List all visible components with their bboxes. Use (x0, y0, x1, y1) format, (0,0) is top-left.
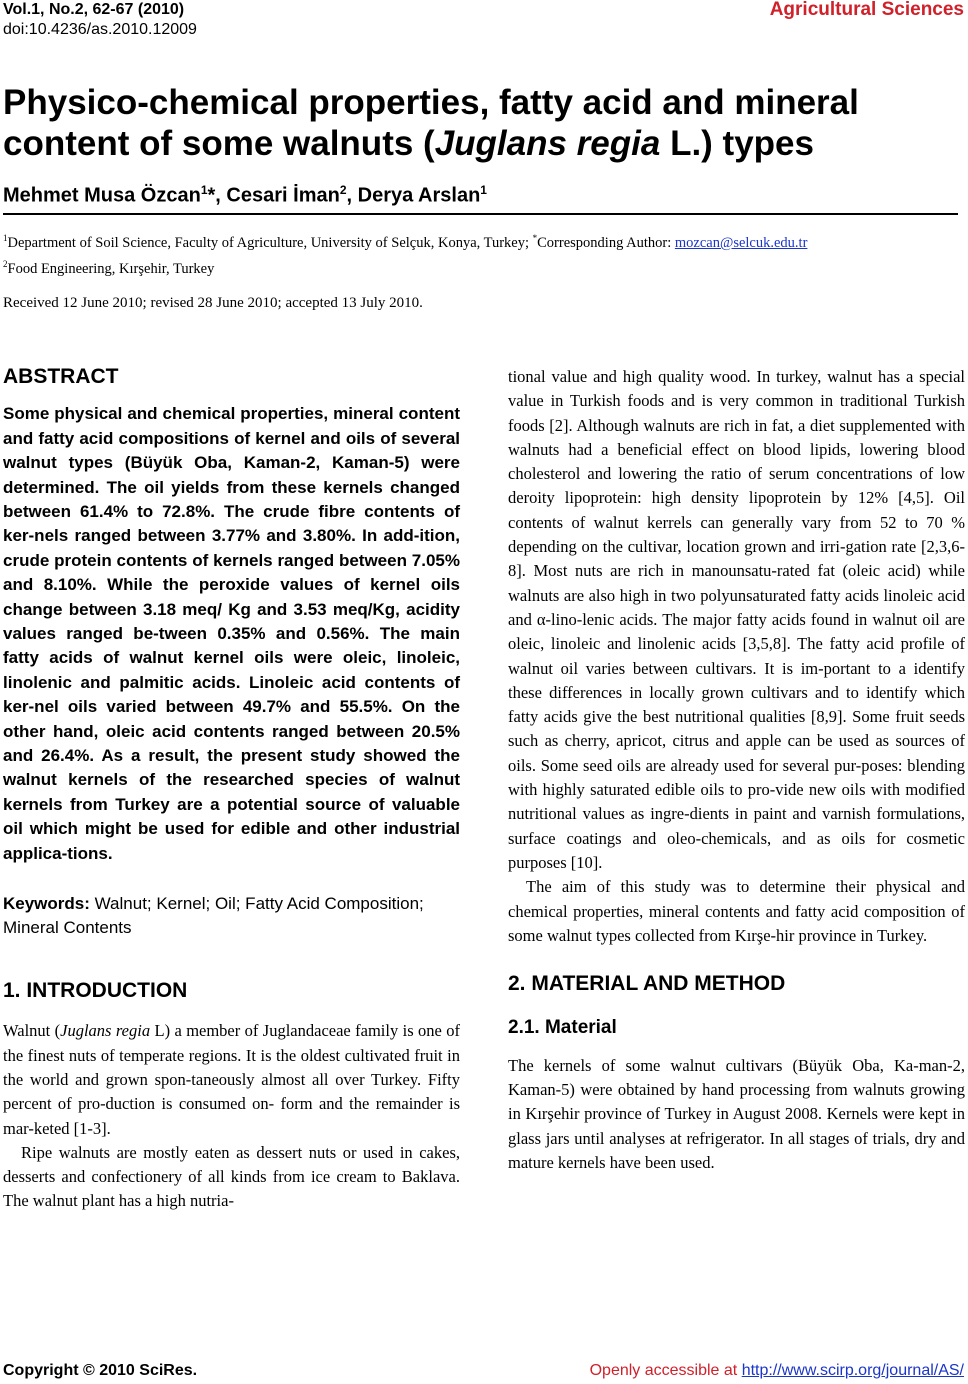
author-separator: , (346, 184, 358, 207)
author-affil-mark: 1 (480, 183, 487, 197)
abstract-body: Some physical and chemical properties, mineral content and fatty acid compositions of kernel and oils of several walnut types (Büyük Oba, Kaman-2, Kaman-5) were determined. The oil yields from these kernels changed between 61.4% to 72.8%. The crude fibre contents of ker-nels ranged between 3.77% and 3.80%. In add-ition, crude protein contents of kernels ranged between 7.05% and 8.10%. While the peroxide values of kernel oils change between 3.18 meq/ Kg and 3.53 meq/Kg, acidity values ranged be-tween 0.35% and 0.56%. The main fatty acids of walnut kernel oils were oleic, linoleic, linolenic and palmitic acids. Linoleic acid contents of ker-nel oils varied between 49.7% and 55.5%. On the other hand, oleic acid contents ranged between 20.5% and 26.4%. As a result, the present study showed the walnut kernels of the researched species of walnut kernels from Turkey are a potential source of valuable oil which might be used for edible and other industrial applica-tions. (3, 404, 460, 863)
methods-heading: 2. MATERIAL AND METHOD (508, 972, 786, 996)
author-name: Derya Arslan (357, 184, 481, 207)
title-text: Physico-chemical properties, fatty acid and mineral content of some walnuts ( (3, 83, 859, 163)
affiliations (3, 228, 965, 280)
journal-header (3, 0, 197, 40)
para-text: L) a member of Juglandaceae family is one of the finest nuts of temperate regions. It is the oldest cultivated fruit in the world and grown spon-taneously almost all over Turkey. Fifty percent of pro-duction is consumed on- form and the remainder is mar-keted [1-3]. (3, 1021, 460, 1138)
intro-paragraph-1 (3, 1019, 460, 1140)
journal-name: Agricultural Sciences (769, 0, 964, 20)
keywords-label: Keywords: (3, 894, 90, 914)
para-text: Walnut ( (3, 1021, 61, 1041)
open-access-note (590, 1362, 964, 1380)
para-italic: Juglans regia (60, 1021, 151, 1041)
author-name: Mehmet Musa Özcan (3, 184, 201, 207)
affil-mark: 2 (3, 258, 8, 269)
received-dates: Received 12 June 2010; revised 28 June 2010; accepted 13 July 2010. (3, 295, 423, 311)
affiliation-2 (3, 254, 965, 280)
corresponding-label: Corresponding Author: (537, 234, 675, 251)
author-affil-mark: 1 (200, 183, 208, 197)
volume-info: Vol.1, No.2, 62-67 (2010) (3, 1, 185, 18)
journal-url-link[interactable]: http://www.scirp.org/journal/AS/ (741, 1362, 964, 1379)
left-column (3, 365, 460, 1214)
abstract-heading: ABSTRACT (3, 365, 119, 388)
keywords (3, 892, 460, 940)
keywords-list: Walnut; Kernel; Oil; Fatty Acid Composition; Mineral Contents (3, 894, 424, 938)
corresponding-mark: * (532, 233, 538, 243)
author-affil-mark: 2 (339, 183, 347, 197)
author-list (3, 183, 487, 208)
doi: doi:10.4236/as.2010.12009 (3, 21, 197, 38)
access-text: Openly accessible at (589, 1362, 742, 1379)
paper-title (3, 82, 953, 164)
intro-heading: 1. INTRODUCTION (3, 979, 188, 1003)
intro-paragraph-2: Ripe walnuts are mostly eaten as dessert nuts or used in cakes, desserts and confectionery of all kinds from ice cream to Baklava. The walnut plant has a high nutria- (3, 1142, 460, 1211)
affil-mark: 1 (3, 233, 8, 243)
material-subheading: 2.1. Material (508, 1017, 617, 1039)
title-divider (3, 213, 958, 215)
affil-text: Department of Soil Science, Faculty of Agriculture, University of Selçuk, Konya, Turkey; (7, 234, 533, 251)
corresponding-email-link[interactable]: mozcan@selcuk.edu.tr (674, 234, 808, 251)
affiliation-1 (3, 228, 965, 254)
title-italic: Juglans regia (434, 124, 661, 163)
affil-text: Food Engineering, Kırşehir, Turkey (7, 260, 215, 277)
intro-paragraph-4: The aim of this study was to determine their physical and chemical properties, mineral contents and fatty acid composition of some walnut types collected from Kırşe-hir province in Turkey. (508, 877, 965, 945)
intro-paragraph-3: tional value and high quality wood. In turkey, walnut has a special value in Turkish foods and is very common in traditional Turkish foods [2]. Although walnuts are rich in fat, a diet supplemented with walnuts had a beneficial effect on blood lipids, lowering blood cholesterol and lowering the ratio of serum concentrations of low deroity lipoprotein: high density lipoprotein by 12% [4,5]. Oil contents of walnut kerrels can generally vary from 52 to 70 % depending on the cultivar, location grown and irri-gation rate [2,3,6-8]. Most nuts are rich in manounsatu-rated fat (oleic acid) while walnuts are also high in two polyunsaturated fatty acids linoleic acid and α-lino-lenic acids. The major fatty acids found in walnut oil are oleic, linoleic and linolenic acids [3,5,8]. The fatty acid profile of walnut oil varies between cultivars. It is im-portant to a identify these differences in locally grown cultivars and to identify which fatty acids give the best nutritional qualities [8,9]. Some fruit seeds such as cherry, apricot, citrus and apple can be used as sources of oils. Some seed oils are already used for several pur-poses: blending with highly saturated edible oils to pro-vide new oils with modified nutritional values as ingre-dients in paint and varnish formulations, surface coatings and oleo-chemicals, and as oils for cosmetic purposes [10]. (508, 367, 965, 872)
copyright: Copyright © 2010 SciRes. (3, 1362, 198, 1379)
right-column (508, 365, 965, 1175)
author-separator: *, (207, 184, 227, 207)
author-name: Cesari İman (226, 184, 340, 207)
title-text-end: L.) types (660, 124, 814, 163)
material-paragraph: The kernels of some walnut cultivars (Büyük Oba, Ka-man-2, Kaman-5) were obtained by hand processing from walnuts growing in Kırşehir province of Turkey in August 2008. Kernels were kept in glass jars until analyses at refrigerator. In all stages of trials, dry and mature kernels have been used. (508, 1055, 965, 1172)
